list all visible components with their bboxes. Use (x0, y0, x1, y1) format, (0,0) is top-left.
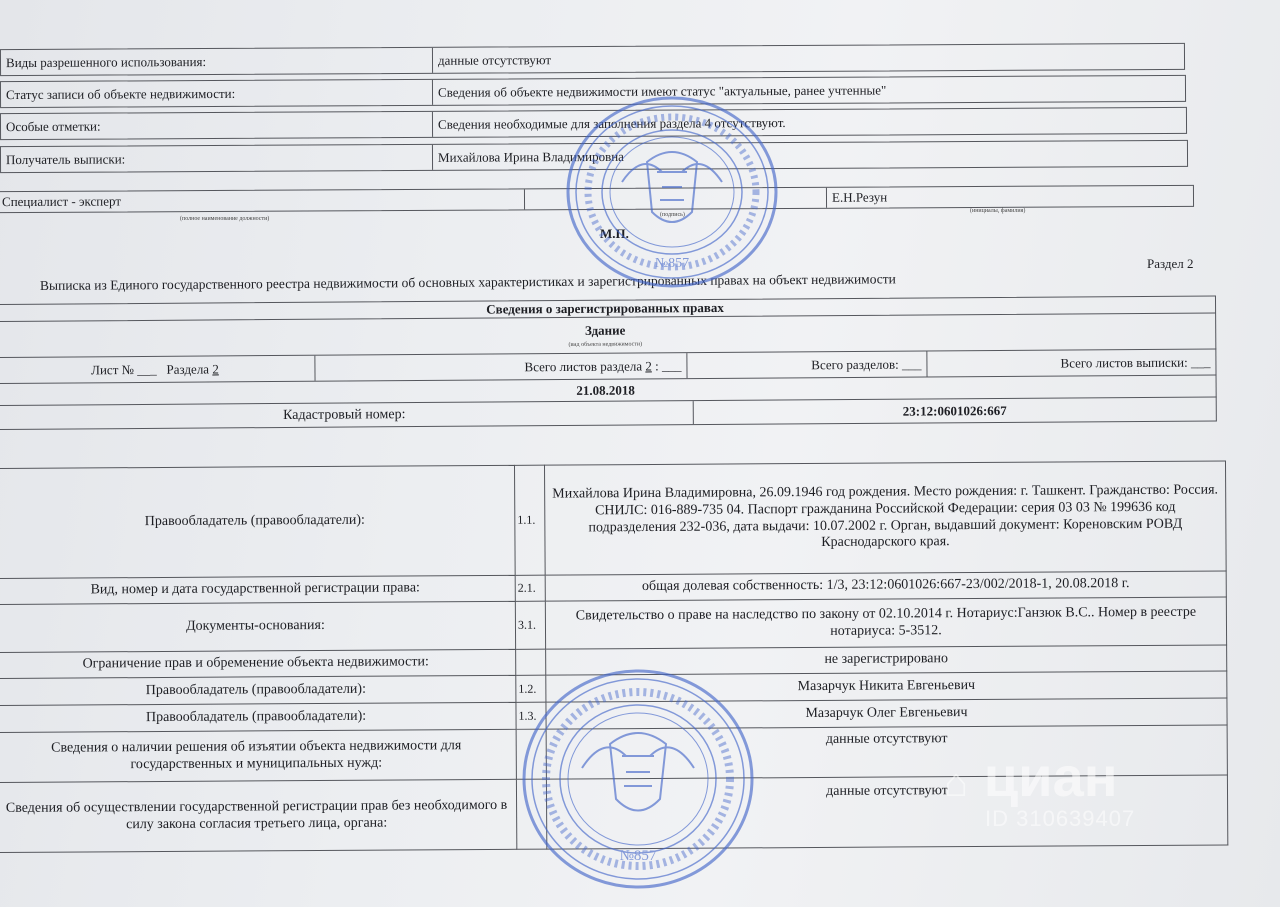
total-sections: Всего разделов: ___ (687, 351, 927, 378)
right-num: 1.1. (514, 465, 545, 575)
total-extract-sheets: Всего листов выписки: ___ (1060, 354, 1211, 371)
signature-name: Е.Н.Резун (831, 189, 888, 205)
signature-field (525, 188, 827, 210)
top-value: данные отсутствуют (437, 51, 552, 68)
section-word: Раздела (166, 361, 210, 377)
object-type-caption: (вид объекта недвижимости) (568, 341, 643, 348)
right-num (516, 779, 546, 849)
watermark-brand: циан (983, 745, 1118, 808)
right-value: Михайлова Ирина Владимировна, 26.09.1946 год рождения. Место рождения: г. Ташкент. Гражданство: Россия. СНИЛС: 016-889-735 04. Паспорт гражданина Российской Федерации: серия 03 03 № 199636 код подразделения 232-036, дата выдачи: 10.07.2002 г. Орган, выдавший документ: Кореновским РОВД Краснодарского края. (544, 461, 1226, 575)
section2-header (0, 295, 1217, 430)
right-label: Сведения о наличии решения об изъятии объекта недвижимости для государственных и муниципальных нужд: (0, 729, 516, 782)
top-row-recipient (0, 140, 1188, 173)
top-label: Виды разрешенного использования: (1, 48, 433, 75)
top-label: Особые отметки: (1, 112, 433, 139)
subheading: Сведения о зарегистрированных правах (486, 299, 724, 317)
table-row (0, 461, 1226, 579)
table-row (0, 597, 1227, 653)
right-value: данные отсутствуют (546, 775, 1227, 849)
top-label: Получатель выписки: (1, 145, 433, 172)
right-label: Вид, номер и дата государственной регистрации права: (0, 575, 515, 604)
extract-date: 21.08.2018 (576, 382, 635, 398)
total-sheets-label: Всего листов раздела (524, 357, 643, 374)
top-row-special-marks (0, 107, 1187, 140)
watermark-logo (944, 744, 1118, 809)
right-label: Правообладатель (правообладатели): (0, 675, 516, 705)
right-label: Ограничение прав и обременение объекта недвижимости: (0, 649, 516, 678)
right-label: Правообладатель (правообладатели): (0, 465, 515, 578)
right-label: Документы-основания: (0, 601, 516, 652)
cadastral-label: Кадастровый номер: (0, 401, 694, 429)
right-value: Свидетельство о праве на наследство по закону от 02.10.2014 г. Нотариус:Ганзюк В.С.. Номер в реестре нотариуса: 5-3512. (545, 597, 1226, 649)
right-num: 3.1. (515, 601, 545, 649)
section-number: 2 (212, 360, 219, 376)
total-sheets-cell (315, 353, 687, 381)
sheet-number-cell (0, 356, 316, 383)
right-num: 1.2. (516, 675, 546, 702)
house-icon: ⌂ (944, 761, 969, 805)
top-value: Михайлова Ирина Владимировна (437, 148, 624, 165)
total-sheets-number: 2 (645, 357, 652, 373)
signature-caption: (подпись) (660, 212, 685, 218)
top-value: Сведения необходимые для заполнения раздела 4 отсутствуют. (437, 114, 786, 132)
top-value: Сведения об объекте недвижимости имеют статус "актуальные, ранее учтенные" (437, 81, 887, 100)
section-label: Раздел 2 (1147, 256, 1194, 271)
top-label: Статус записи об объекте недвижимости: (1, 80, 433, 107)
right-label: Правообладатель (правообладатели): (0, 702, 516, 732)
mp-label: М.П. (600, 226, 629, 241)
top-row-record-status (0, 75, 1186, 108)
right-num (516, 649, 546, 675)
sheet-number: Лист № ___ (91, 361, 157, 377)
right-value: данные отсутствуют (546, 725, 1227, 779)
seal-number-bottom: №857 (619, 848, 657, 864)
right-value: Мазарчук Никита Евгеньевич (546, 671, 1227, 702)
right-value: общая долевая собственность: 1/3, 23:12:0601026:667-23/002/2018-1, 20.08.2018 г. (545, 571, 1226, 601)
extract-heading: Выписка из Единого государственного реестра недвижимости об основных характеристиках и зарегистрированных правах на объект недвижимости (39, 271, 896, 293)
position-caption: (полное наименование должности) (180, 216, 270, 222)
watermark-id: ID 310639407 (985, 806, 1136, 831)
top-row-permitted-use (0, 43, 1185, 76)
right-value: Мазарчук Олег Евгеньевич (546, 698, 1227, 729)
seal-number-top: №857 (654, 256, 690, 271)
total-sheets-tail: : ___ (655, 357, 682, 373)
right-num: 1.3. (516, 702, 546, 729)
name-caption: (инициалы, фамилия) (970, 208, 1026, 214)
right-num: 2.1. (515, 575, 545, 601)
right-value: не зарегистрировано (546, 645, 1227, 675)
object-type: Здание (584, 322, 626, 338)
right-num (516, 729, 546, 779)
cadastral-number: 23:12:0601026:667 (902, 402, 1007, 419)
signature-position: Специалист - эксперт (0, 189, 525, 212)
right-label: Сведения об осуществлении государственной регистрации прав без необходимого в силу закона согласия третьего лица, органа: (0, 779, 517, 852)
